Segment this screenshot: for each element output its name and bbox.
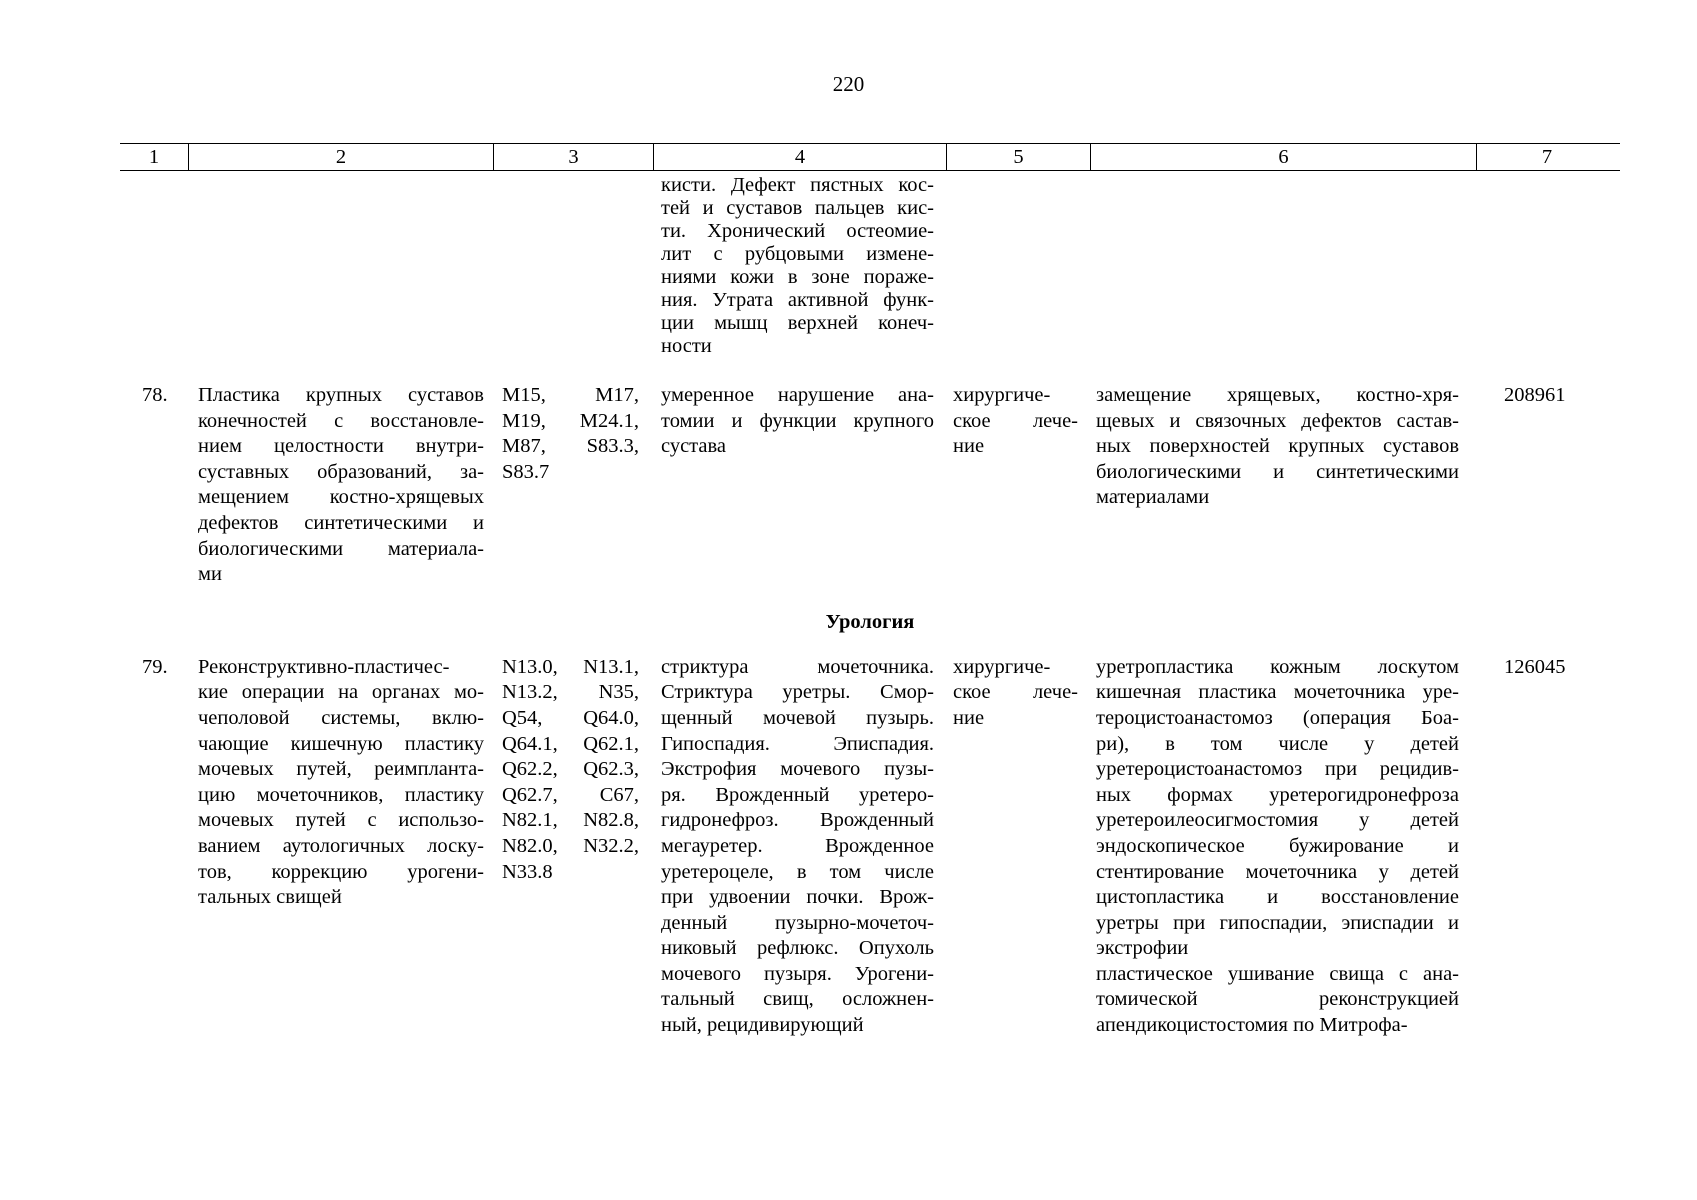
icd-code [580, 460, 639, 486]
text-line: уретры при гипоспадии, эписпадии и [1096, 911, 1459, 934]
icd-code: Q64.0, [583, 706, 639, 729]
table-row-79 [120, 655, 1620, 1039]
text-line: чающие кишечную пластику [198, 732, 484, 755]
text-line: гидронефроз. Врожденный [661, 809, 934, 832]
text-line: дефектов синтетическими и [198, 511, 484, 534]
text-line: ванием аутологичных лоску- [198, 834, 484, 857]
icd-code: S83.7 [502, 460, 550, 483]
text-line: биологическими и синтетическими [1096, 460, 1459, 483]
text-line: ции мышц верхней конеч- [661, 312, 934, 334]
text-line: тальных свищей [198, 886, 342, 909]
icd-code: N33.8 [502, 860, 553, 883]
text-line: ности [661, 335, 712, 357]
text-line: томии и функции крупного [661, 409, 934, 432]
text-line: умеренное нарушение ана- [661, 384, 934, 406]
icd-code: N13.2, [502, 681, 558, 704]
text-line: щенный мочевой пузырь. [661, 706, 934, 729]
icd-code: S83.3, [586, 435, 639, 458]
icd-code: M19, [502, 409, 546, 432]
text-line: эндоскопическое бужирование и [1096, 834, 1459, 857]
icd-code: N82.8, [583, 809, 639, 832]
text-line: мочевых путей с использо- [198, 809, 484, 832]
page-number: 220 [832, 72, 865, 96]
header-col-4: 4 [653, 144, 946, 170]
text-line: замещение хрящевых, костно-хря- [1096, 384, 1459, 406]
cost-value: 126045 [1504, 655, 1566, 678]
icd-code: M24.1, [579, 409, 639, 432]
icd-code: Q62.3, [583, 758, 639, 781]
treatment-method [1086, 383, 1471, 511]
text-line: никовый рефлюкс. Опухоль [661, 937, 934, 960]
header-col-3: 3 [493, 144, 653, 170]
icd-code: N13.0, [502, 655, 558, 678]
treatment-type [943, 383, 1086, 460]
text-line: стриктура мочеточника. [661, 655, 934, 678]
header-col-1: 1 [148, 146, 160, 168]
icd-code: Q64.1, [502, 732, 558, 755]
text-line: материалами [1096, 486, 1210, 509]
table-header [120, 143, 1620, 171]
text-line: Экстрофия мочевого пузы- [661, 758, 934, 781]
text-line: тероцистоанастомоз (операция Боа- [1096, 706, 1459, 729]
text-line: ское лече- [953, 681, 1078, 704]
icd-codes [492, 383, 651, 485]
text-line: ный, рецидивирующий [661, 1014, 864, 1037]
row-number: 79. [142, 655, 168, 678]
row-number: 78. [142, 384, 168, 406]
text-line: мочевого пузыря. Урогени- [661, 962, 934, 985]
text-line: ря. Врожденный уретеро- [661, 783, 934, 806]
text-line: ние [953, 706, 985, 729]
text-line: нием целостности внутри- [198, 435, 484, 458]
text-line: цистопластика и восстановление [1096, 886, 1459, 909]
text-line: ми [198, 563, 222, 586]
text-line: апендикоцистостомия по Митрофа- [1096, 1014, 1408, 1037]
text-line: кисти. Дефект пястных кос- [661, 174, 934, 196]
text-line: ние [953, 435, 985, 458]
header-col-6: 6 [1090, 144, 1476, 170]
diagnosis [651, 655, 943, 1039]
icd-code: M15, [502, 384, 546, 406]
method-name [188, 655, 492, 911]
icd-code: Q62.7, [502, 783, 558, 806]
text-line: ское лече- [953, 409, 1078, 432]
text-line: ния. Утрата активной функ- [661, 289, 934, 311]
text-line: мегауретер. Врожденное [661, 834, 934, 857]
text-line: ниями кожи в зоне пораже- [661, 266, 934, 288]
icd-code: N13.1, [583, 655, 639, 678]
treatment-method [1086, 655, 1471, 1039]
icd-codes [492, 655, 651, 885]
text-line: Стриктура уретры. Смор- [661, 681, 934, 704]
header-col-7: 7 [1476, 144, 1617, 170]
text-line: пластическое ушивание свища с ана- [1096, 962, 1459, 985]
text-line: ных формах уретерогидронефроза [1096, 783, 1459, 806]
text-line: мочевых путей, реимпланта- [198, 758, 484, 781]
text-line: сустава [661, 435, 726, 458]
text-line: хирургиче- [953, 655, 1051, 678]
text-line: Реконструктивно-пластичес- [198, 655, 450, 678]
table-row-78 [120, 383, 1620, 588]
text-line: кишечная пластика мочеточника уре- [1096, 681, 1459, 704]
treatment-type [943, 655, 1086, 732]
text-line: суставных образований, за- [198, 460, 484, 483]
text-line: Гипоспадия. Эписпадия. [661, 732, 934, 755]
text-line: уретероцистоанастомоз при рецидив- [1096, 758, 1459, 781]
header-col-5: 5 [946, 144, 1090, 170]
table-row-continuation [120, 174, 1620, 358]
text-line: кие операции на органах мо- [198, 681, 484, 704]
text-line: ных поверхностей крупных суставов [1096, 435, 1459, 458]
icd-code: N32.2, [583, 834, 639, 857]
icd-code: Q54, [502, 706, 543, 729]
text-line: щевых и связочных дефектов састав- [1096, 409, 1459, 432]
text-line: Пластика крупных суставов [198, 384, 484, 406]
text-line: ри), в том числе у детей [1096, 732, 1459, 755]
method-name [188, 383, 492, 588]
icd-code: Q62.1, [583, 732, 639, 755]
text-line: ти. Хронический остеомие- [661, 220, 934, 242]
text-line: мещением костно-хрящевых [198, 486, 484, 509]
text-line: цию мочеточников, пластику [198, 783, 484, 806]
cost-value: 208961 [1504, 384, 1566, 406]
continuation-description [651, 174, 943, 358]
icd-code [583, 860, 639, 886]
medical-table [120, 143, 1620, 1039]
icd-code: Q62.2, [502, 758, 558, 781]
text-line: конечностей с восстановле- [198, 409, 484, 432]
text-line: экстрофии [1096, 937, 1189, 960]
icd-code: M87, [502, 435, 546, 458]
text-line: лит с рубцовыми измене- [661, 243, 934, 265]
icd-code: N82.0, [502, 834, 558, 857]
text-line: чеполовой системы, вклю- [198, 706, 484, 729]
text-line: уретероцеле, в том числе [661, 860, 934, 883]
section-title: Урология [825, 610, 915, 633]
text-line: тов, коррекцию урогени- [198, 860, 484, 883]
text-line: уретероилеосигмостомия у детей [1096, 809, 1459, 832]
text-line: хирургиче- [953, 384, 1051, 406]
icd-code: N82.1, [502, 809, 558, 832]
diagnosis [651, 383, 943, 460]
icd-code: C67, [599, 783, 639, 806]
header-col-2: 2 [188, 144, 493, 170]
text-line: тей и суставов пальцев кис- [661, 197, 934, 219]
text-line: томической реконструкцией [1096, 988, 1459, 1011]
icd-code: M17, [595, 384, 639, 406]
text-line: при удвоении почки. Врож- [661, 886, 934, 909]
icd-code: N35, [598, 681, 639, 704]
text-line: биологическими материала- [198, 537, 484, 560]
text-line: тальный свищ, осложнен- [661, 988, 934, 1011]
text-line: стентирование мочеточника у детей [1096, 860, 1459, 883]
text-line: уретропластика кожным лоскутом [1096, 655, 1459, 678]
text-line: денный пузырно-мочеточ- [661, 911, 934, 934]
